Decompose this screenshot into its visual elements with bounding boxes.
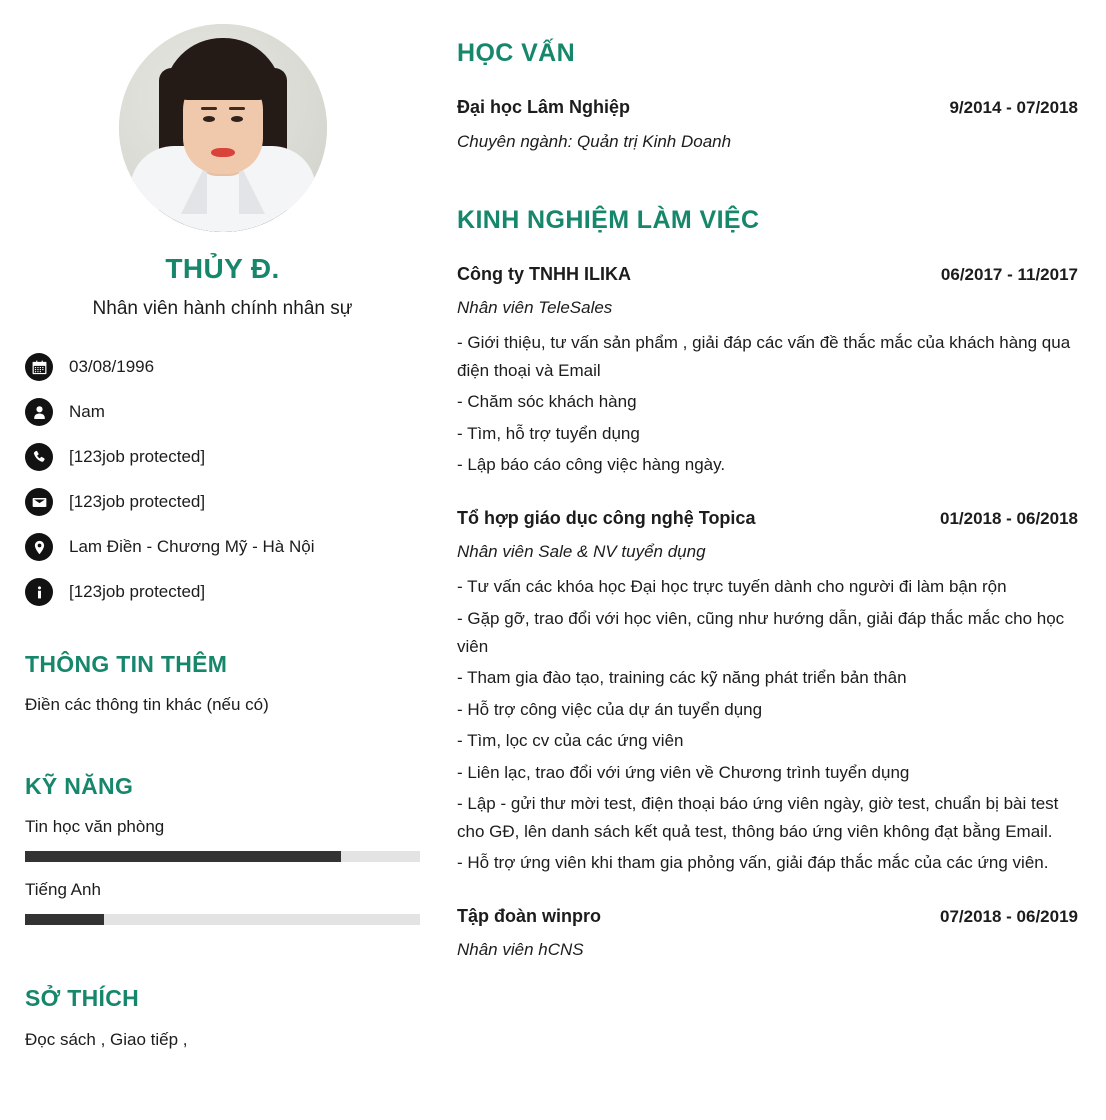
avatar-wrapper — [25, 24, 420, 232]
avatar-brow-left — [201, 107, 217, 110]
entry-bullet: - Gặp gỡ, trao đổi với học viên, cũng như hướng dẫn, giải đáp thắc mắc cho học viên — [457, 608, 1065, 656]
entry-bullet-list — [457, 329, 1078, 479]
section-skills — [25, 773, 420, 925]
entry-bullet: - Tư vấn các khóa học Đại học trực tuyến dành cho người đi làm bận rộn — [457, 577, 1007, 597]
skill-progress-fill — [25, 914, 104, 925]
section-experience — [457, 205, 1078, 962]
contact-item-address — [25, 525, 420, 570]
avatar-eye-right — [231, 116, 243, 122]
section-heading-education: HỌC VẤN — [457, 39, 576, 67]
main-content — [445, 0, 1106, 961]
entry-bullet: - Lập báo cáo công việc hàng ngày. — [457, 455, 726, 475]
avatar — [119, 24, 327, 232]
section-heading-additional-info: THÔNG TIN THÊM — [25, 650, 228, 677]
info-icon — [25, 578, 53, 606]
hobbies-text: Đọc sách , Giao tiếp , — [25, 1030, 188, 1050]
job-role-subtitle: Nhân viên hành chính nhân sự — [92, 297, 353, 319]
entry-header — [457, 507, 1078, 530]
contact-item-birthdate — [25, 345, 420, 390]
entry-subtitle: Nhân viên Sale & NV tuyển dụng — [457, 542, 706, 562]
section-heading-skills: KỸ NĂNG — [25, 773, 134, 800]
entry-bullet: - Giới thiệu, tư vấn sản phẩm , giải đáp các vấn đề thắc mắc của khách hàng qua điện thoại và Email — [457, 333, 1071, 380]
entry-bullet: - Tìm, lọc cv của các ứng viên — [457, 731, 684, 751]
entry-bullet: - Tham gia đào tạo, training các kỹ năng phát triển bản thân — [457, 668, 907, 688]
contact-value: Nam — [69, 401, 105, 421]
skill-progress-track — [25, 851, 420, 862]
entry-header — [457, 905, 1078, 928]
section-additional-info — [25, 651, 420, 718]
avatar-bangs — [171, 54, 275, 100]
contact-list — [25, 345, 420, 615]
entry-organization: Tổ hợp giáo dục công nghệ Topica — [457, 507, 756, 528]
education-entry — [457, 96, 1078, 153]
contact-value: 03/08/1996 — [69, 356, 155, 376]
contact-item-gender — [25, 390, 420, 435]
entry-organization: Tập đoàn winpro — [457, 905, 601, 926]
person-icon — [25, 398, 53, 426]
contact-value: [123job protected] — [69, 581, 206, 601]
avatar-eye-left — [203, 116, 215, 122]
entry-subtitle: Nhân viên TeleSales — [457, 298, 613, 318]
skill-progress-fill — [25, 851, 341, 862]
experience-entry — [457, 263, 1078, 479]
envelope-icon — [25, 488, 53, 516]
entry-bullet: - Hỗ trợ ứng viên khi tham gia phỏng vấn, giải đáp thắc mắc của các ứng viên. — [457, 853, 1049, 873]
phone-icon — [25, 443, 53, 471]
contact-value: [123job protected] — [69, 491, 206, 511]
contact-value: [123job protected] — [69, 446, 206, 466]
entry-date-range: 06/2017 - 11/2017 — [940, 264, 1078, 284]
entry-date-range: 01/2018 - 06/2018 — [939, 508, 1078, 528]
entry-bullet: - Tìm, hỗ trợ tuyển dụng — [457, 423, 640, 443]
contact-item-email[interactable] — [25, 480, 420, 525]
experience-entry — [457, 905, 1078, 962]
entry-bullet: - Lập - gửi thư mời test, điện thoại báo ứng viên ngày, giờ test, chuẩn bị bài test cho GĐ, lên danh sách kết quả test, thông báo ứng viên không đạt bằng Email. — [457, 794, 1059, 841]
skill-label: Tiếng Anh — [25, 880, 101, 900]
skill-label: Tin học văn phòng — [25, 816, 165, 836]
entry-bullet-list — [457, 573, 1078, 876]
entry-organization: Công ty TNHH ILIKA — [457, 263, 631, 284]
skill-row — [25, 817, 420, 862]
entry-organization: Đại học Lâm Nghiệp — [457, 97, 631, 117]
contact-value: Lam Điền - Chương Mỹ - Hà Nội — [69, 536, 315, 556]
section-heading-hobbies: SỞ THÍCH — [25, 985, 140, 1012]
entry-subtitle: Chuyên ngành: Quản trị Kinh Doanh — [457, 131, 732, 151]
page-title: THỦY Đ. — [165, 253, 280, 284]
entry-subtitle: Nhân viên hCNS — [457, 940, 584, 960]
additional-info-text: Điền các thông tin khác (nếu có) — [25, 695, 269, 715]
skill-progress-track — [25, 914, 420, 925]
entry-bullet: - Liên lạc, trao đổi với ứng viên về Chương trình tuyển dụng — [457, 762, 910, 782]
entry-date-range: 07/2018 - 06/2019 — [939, 906, 1078, 926]
experience-entry — [457, 507, 1078, 877]
entry-bullet: - Hỗ trợ công việc của dự án tuyển dụng — [457, 699, 763, 719]
contact-item-phone[interactable] — [25, 435, 420, 480]
section-hobbies — [25, 985, 420, 1052]
calendar-icon — [25, 353, 53, 381]
avatar-lips — [211, 148, 235, 157]
contact-item-other — [25, 570, 420, 615]
section-heading-experience: KINH NGHIỆM LÀM VIỆC — [457, 205, 760, 234]
entry-date-range: 9/2014 - 07/2018 — [949, 98, 1078, 117]
section-education — [457, 38, 1078, 153]
entry-header — [457, 263, 1078, 286]
entry-header — [457, 96, 1078, 119]
sidebar — [0, 0, 445, 1052]
entry-bullet: - Chăm sóc khách hàng — [457, 392, 637, 412]
avatar-brow-right — [229, 107, 245, 110]
skill-row — [25, 880, 420, 925]
location-pin-icon — [25, 533, 53, 561]
